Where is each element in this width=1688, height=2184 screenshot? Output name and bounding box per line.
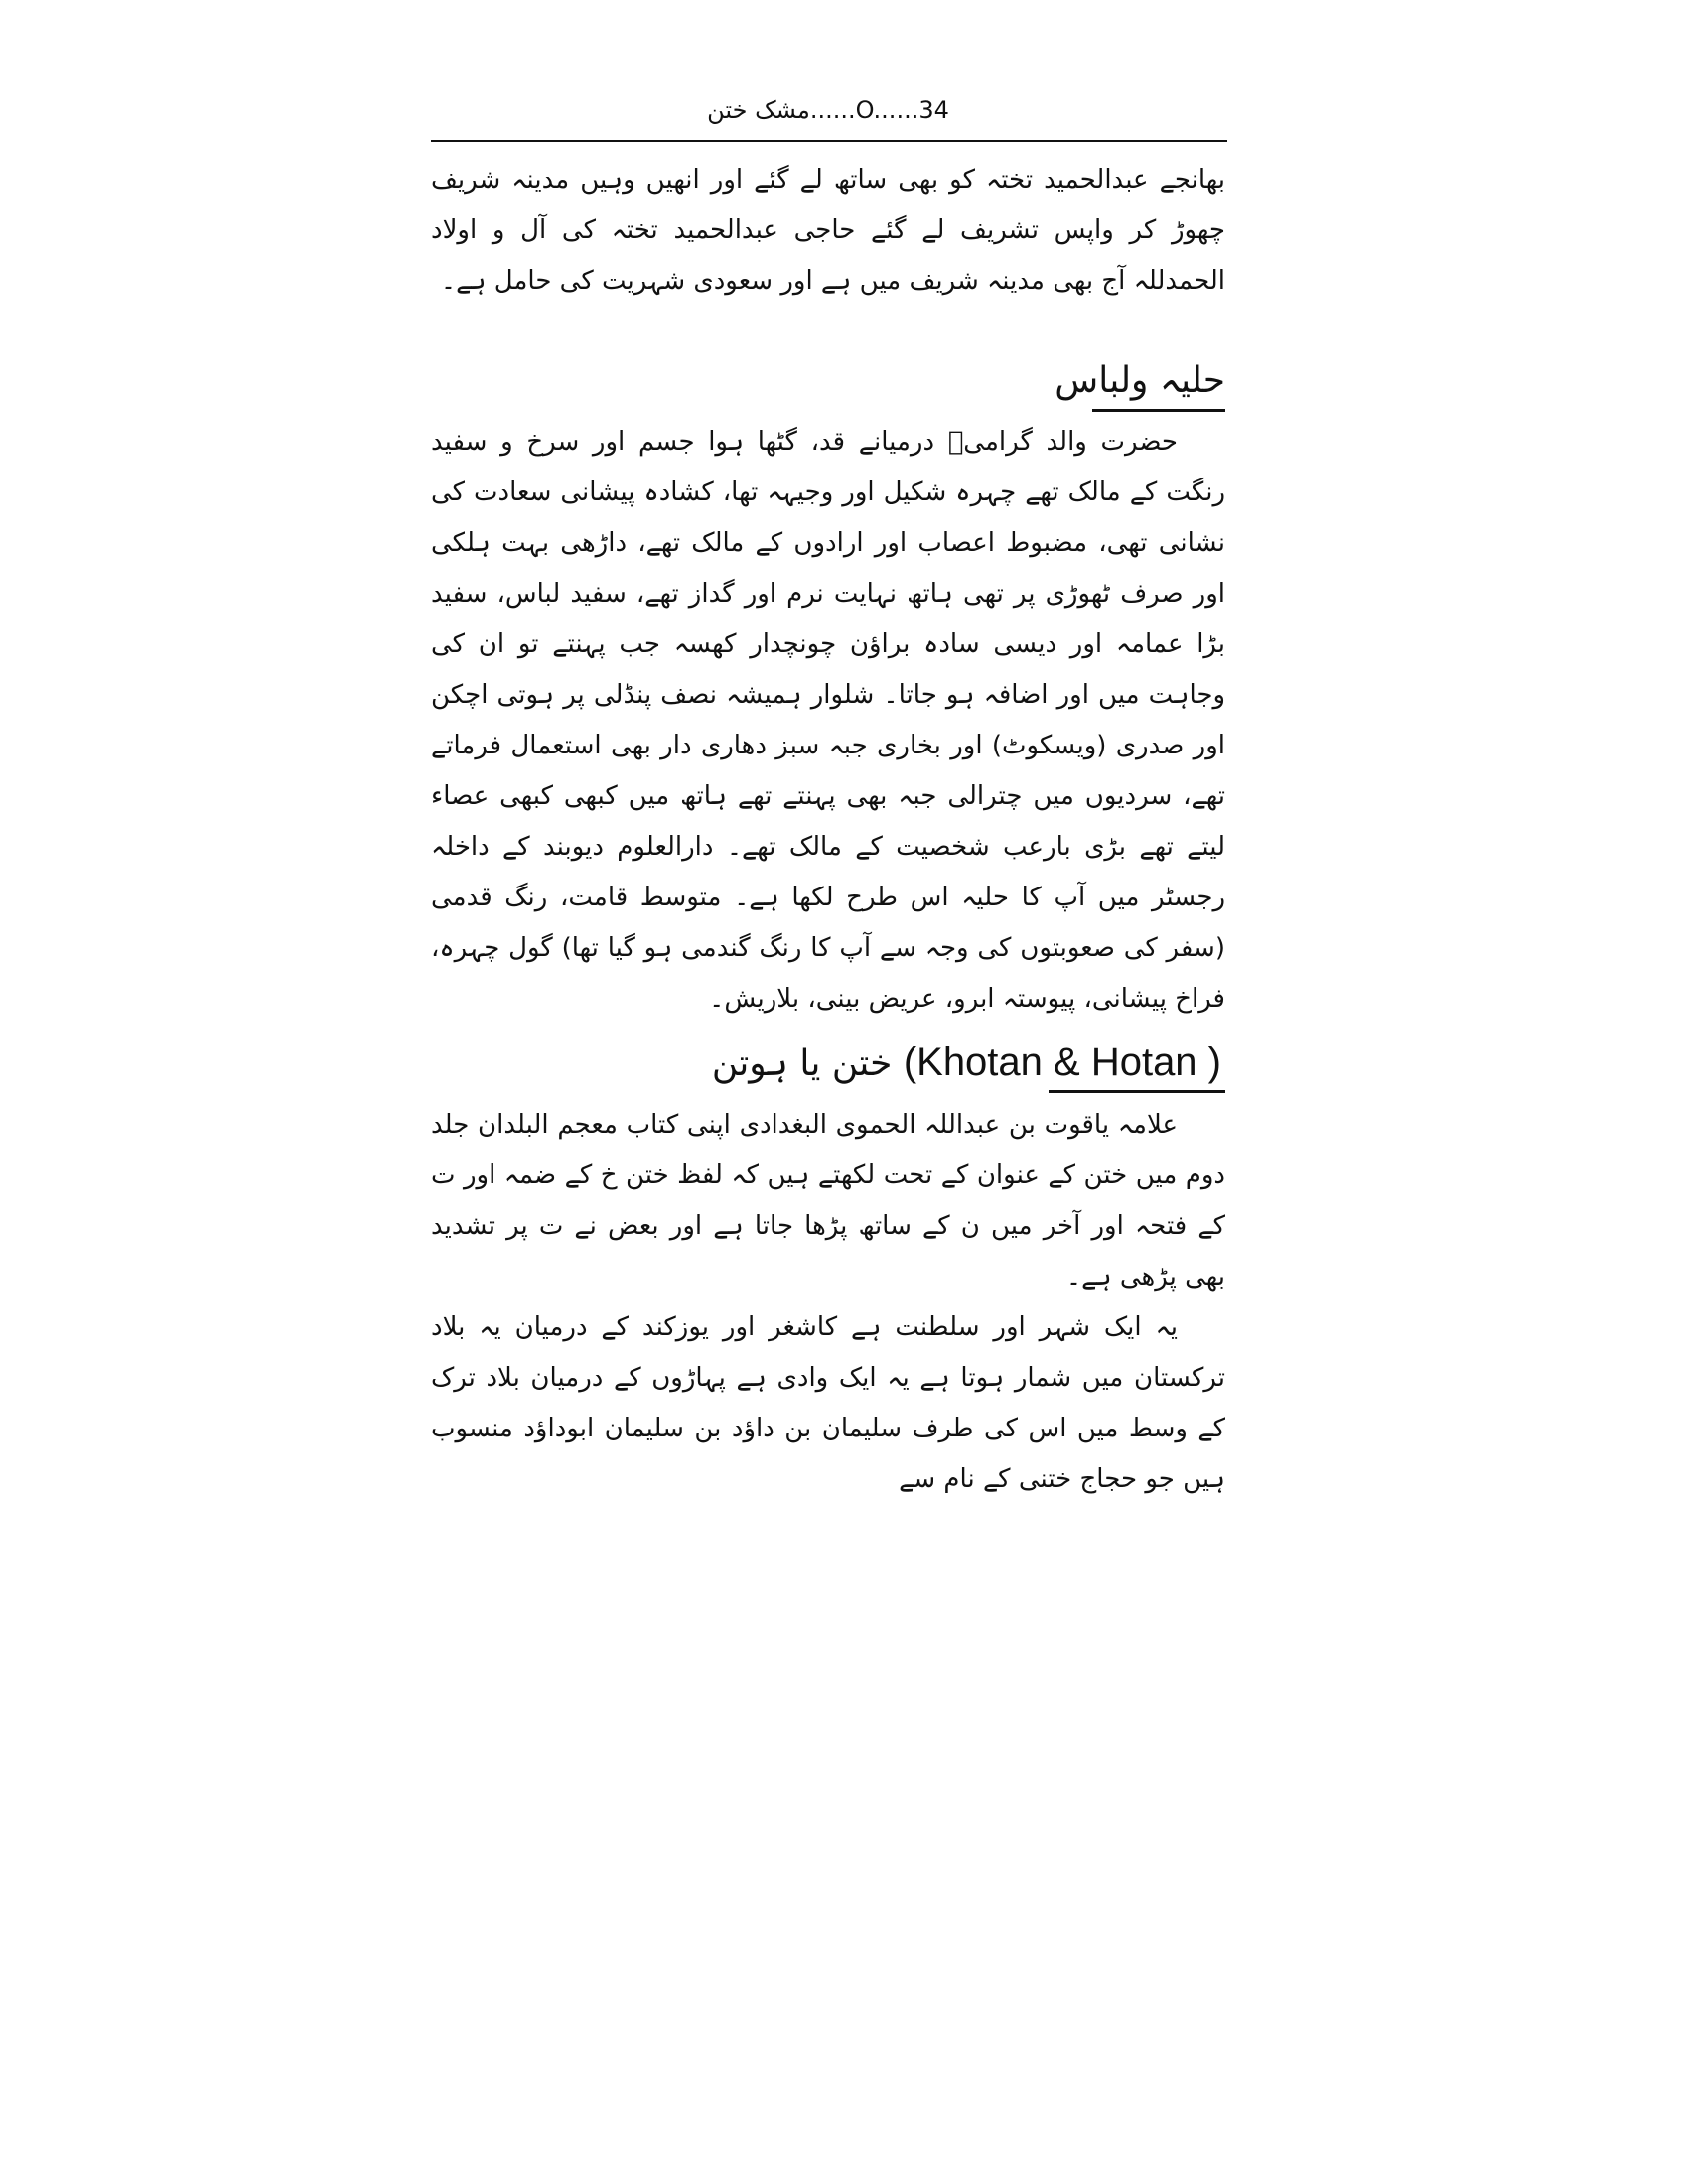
header-divider — [431, 140, 1227, 142]
section-heading-hulya-text: حلیہ ولباس — [1055, 360, 1225, 401]
section-heading-hulya-underline — [1092, 409, 1225, 412]
section-heading-khotan — [712, 1040, 1225, 1086]
section-heading-khotan-underline — [1049, 1090, 1225, 1093]
khotan-paragraph-1: علامہ یاقوت بن عبداللہ الحموی البغدادی اپنی کتاب معجم البلدان جلد دوم میں ختن کے عنوان کے تحت لکھتے ہیں کہ لفظ ختن خ کے ضمہ اور ت کے فتحہ اور آخر میں ن کے ساتھ پڑھا جاتا ہے اور بعض نے ت پر تشدید بھی پڑھی ہے۔ — [431, 1110, 1225, 1292]
khotan-paragraph-2: یہ ایک شہر اور سلطنت ہے کاشغر اور یوزکند کے درمیان یہ بلاد ترکستان میں شمار ہوتا ہے یہ ایک وادی ہے پہاڑوں کے درمیان بلاد ترک کے وسط میں اس کی طرف سلیمان بن داؤد بن سلیمان ابوداؤد منسوب ہیں جو حجاج ختنی کے نام سے — [431, 1312, 1225, 1494]
section-heading-khotan-urdu: ختن یا ہوتن — [711, 1043, 893, 1084]
intro-paragraph: بھانجے عبدالحمید تختہ کو بھی ساتھ لے گئے اور انھیں وہیں مدینہ شریف چھوڑ کر واپس تشریف لے گئے حاجی عبدالحمید تختہ کی آل و اولاد الحمدللہ آج بھی مدینہ شریف میں ہے اور سعودی شہریت کی حامل ہے۔ — [431, 165, 1225, 296]
intro-paragraph-block — [431, 155, 1225, 307]
section-heading-khotan-latin: (Khotan & Hotan ) — [903, 1040, 1221, 1084]
page-header — [431, 95, 1225, 125]
hulya-paragraph: حضرت والد گرامیؒ درمیانے قد، گٹھا ہوا جسم اور سرخ و سفید رنگت کے مالک تھے چہرہ شکیل اور وجیہہ تھا، کشادہ پیشانی سعادت کی نشانی تھی، مضبوط اعصاب اور ارادوں کے مالک تھے، داڑھی بہت ہلکی اور صرف ٹھوڑی پر تھی ہاتھ نہایت نرم اور گداز تھے، سفید لباس، سفید بڑا عمامہ اور دیسی سادہ براؤن چونچدار کھسہ جب پہنتے تو ان کی وجاہت میں اور اضافہ ہو جاتا۔ شلوار ہمیشہ نصف پنڈلی پر ہوتی اچکن اور صدری (ویسکوٹ) اور بخاری جبہ سبز دھاری دار بھی استعمال فرماتے تھے، سردیوں میں چترالی جبہ بھی پہنتے تھے ہاتھ میں کبھی کبھی عصاء لیتے تھے بڑی بارعب شخصیت کے مالک تھے۔ دارالعلوم دیوبند کے داخلہ رجسٹر میں آپ کا حلیہ اس طرح لکھا ہے۔ متوسط قامت، رنگ قدمی (سفر کی صعوبتوں کی وجہ سے آپ کا رنگ گندمی ہو گیا تھا) گول چہرہ، فراخ پیشانی، پیوستہ ابرو، عریض بینی، بلاریش۔ — [431, 427, 1225, 1014]
section-heading-hulya — [1055, 359, 1225, 403]
hulya-paragraph-block — [431, 417, 1225, 1024]
khotan-paragraph-block — [431, 1100, 1225, 1505]
running-header-text: مشک ختن......O......34 — [707, 96, 949, 124]
